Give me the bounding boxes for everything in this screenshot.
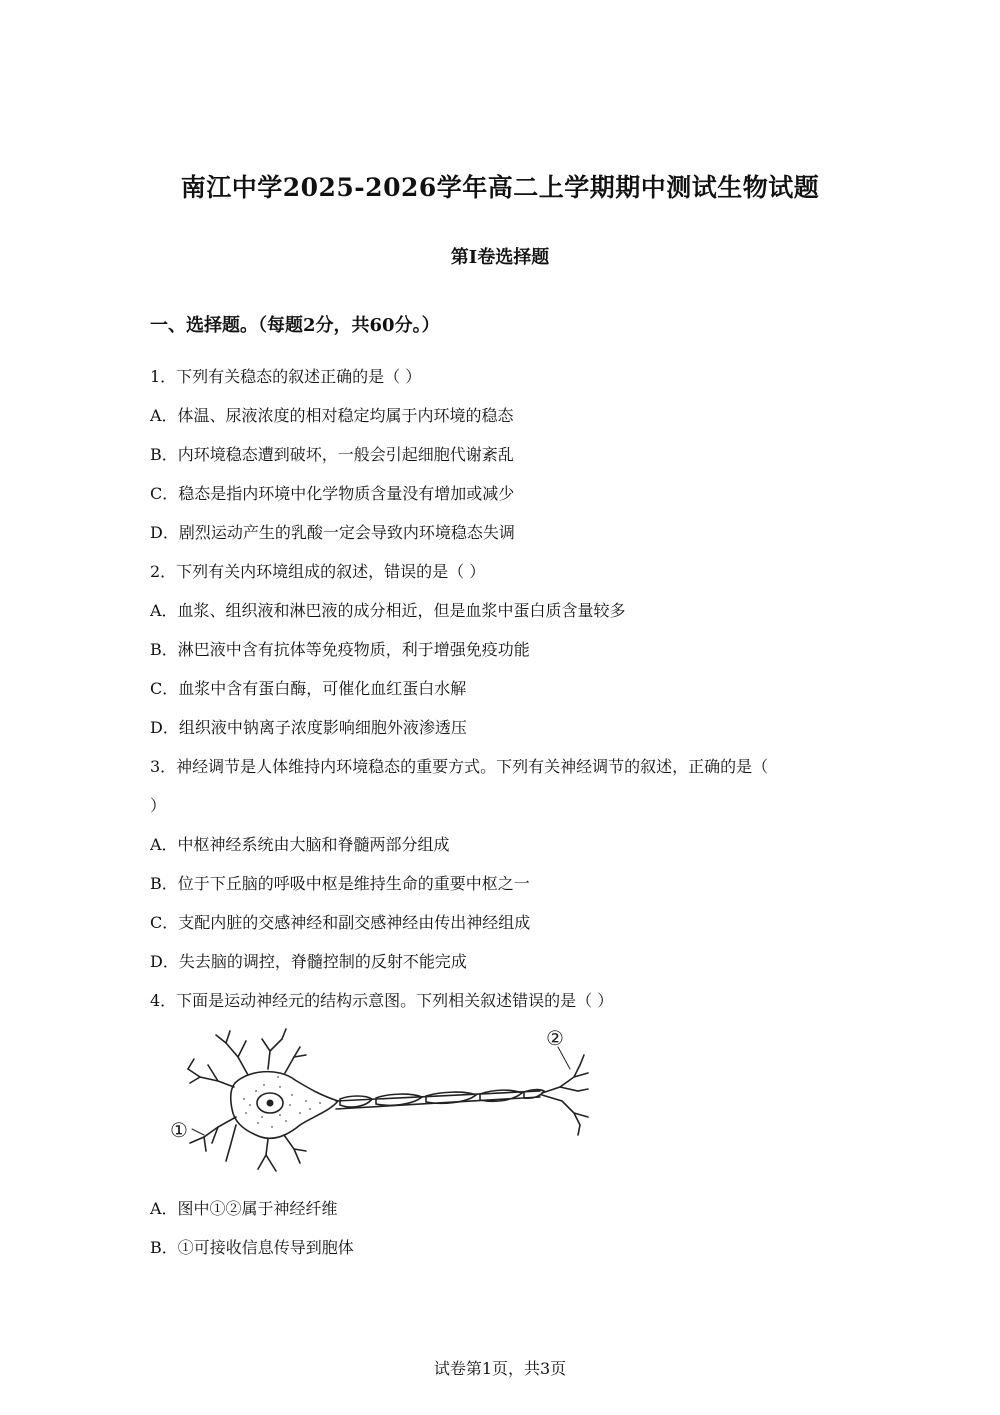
- dendrite: [282, 1029, 286, 1039]
- nucleolus: [267, 1100, 274, 1107]
- dendrite: [226, 1043, 248, 1075]
- label-2-leader: [558, 1047, 570, 1069]
- dendrite: [294, 1149, 306, 1151]
- axon-terminal: [542, 1095, 580, 1125]
- question-2-option-d: D．组织液中钠离子浓度影响细胞外液渗透压: [150, 718, 467, 737]
- question-3-option-c: C．支配内脏的交感神经和副交感神经由传出神经组成: [150, 913, 531, 932]
- volume-heading: 第I卷选择题: [450, 247, 550, 268]
- dendrite: [238, 1041, 246, 1057]
- dendrite: [266, 1155, 276, 1171]
- figure-label-2: ②: [546, 1026, 564, 1050]
- question-3-stem: 3．神经调节是人体维持内环境稳态的重要方式。下列有关神经调节的叙述，正确的是（: [150, 757, 769, 776]
- label-1-leader: [192, 1129, 204, 1135]
- question-2-option-a: A．血浆、组织液和淋巴液的成分相近，但是血浆中蛋白质含量较多: [150, 601, 626, 620]
- figure-label-1: ①: [170, 1118, 188, 1142]
- question-1-option-c: C．稳态是指内环境中化学物质含量没有增加或减少: [150, 484, 515, 503]
- question-1-option-b: B．内环境稳态遭到破坏，一般会引起细胞代谢紊乱: [150, 445, 514, 464]
- dendrite: [226, 1125, 236, 1161]
- section-heading: 一、选择题。（每题2分，共60分。）: [150, 315, 440, 336]
- question-2-option-c: C．血浆中含有蛋白酶，可催化血红蛋白水解: [150, 679, 467, 698]
- question-3-option-b: B．位于下丘脑的呼吸中枢是维持生命的重要中枢之一: [150, 874, 530, 893]
- motor-neuron-diagram: [160, 1025, 600, 1175]
- axon-terminal: [560, 1087, 588, 1091]
- question-2-stem: 2．下列有关内环境组成的叙述，错误的是（ ）: [150, 562, 486, 581]
- question-3-option-a: A．中枢神经系统由大脑和脊髓两部分组成: [150, 835, 450, 854]
- question-4-option-b: B．①可接收信息传导到胞体: [150, 1238, 354, 1257]
- dendrite: [190, 1077, 200, 1083]
- dendrite: [262, 1039, 270, 1069]
- dendrite: [204, 1137, 206, 1151]
- question-2-option-b: B．淋巴液中含有抗体等免疫物质，利于增强免疫功能: [150, 640, 530, 659]
- dendrite: [188, 1069, 234, 1087]
- dendrite: [270, 1039, 282, 1051]
- question-4-option-a: A．图中①②属于神经纤维: [150, 1199, 338, 1218]
- page-footer: 试卷第1页，共3页: [433, 1359, 567, 1378]
- soma-outline: [231, 1072, 338, 1139]
- dendrite: [285, 1047, 300, 1073]
- question-1-stem: 1．下列有关稳态的叙述正确的是（ ）: [150, 367, 422, 386]
- motor-neuron-figure: [160, 1025, 600, 1175]
- question-1-option-a: A．体温、尿液浓度的相对稳定均属于内环境的稳态: [150, 406, 514, 425]
- axon-terminal: [542, 1065, 580, 1093]
- axon-terminal: [578, 1125, 580, 1135]
- dendrite: [226, 1031, 230, 1043]
- exam-title: 南江中学2025-2026学年高二上学期期中测试生物试题: [180, 173, 820, 202]
- dendrite: [216, 1035, 226, 1043]
- myelin-sheath: [340, 1096, 372, 1107]
- question-3-stem-continued: ）: [150, 796, 167, 815]
- question-1-option-d: D．剧烈运动产生的乳酸一定会导致内环境稳态失调: [150, 523, 515, 542]
- axon-terminal: [580, 1055, 584, 1065]
- dendrite: [258, 1139, 268, 1169]
- question-4-stem: 4．下面是运动神经元的结构示意图。下列相关叙述错误的是（ ）: [150, 991, 614, 1010]
- dendrite: [188, 1059, 194, 1069]
- question-3-option-d: D．失去脑的调控，脊髓控制的反射不能完成: [150, 952, 467, 971]
